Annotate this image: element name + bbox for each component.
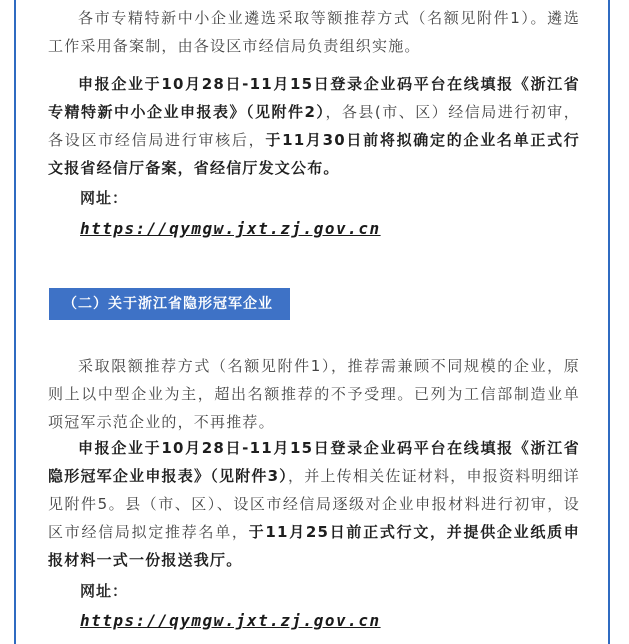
section1-website-link[interactable]: https://qymgw.jxt.zj.gov.cn (80, 219, 381, 238)
section2-heading-badge: （二）关于浙江省隐形冠军企业 (49, 288, 290, 320)
section2-website-label: 网址： (80, 582, 129, 600)
section2-deadline-bold-a: 申报企业于10月28日-11月15日登录企业码平台在线填报《浙江省隐形冠军企业申报表》（见附件3） (48, 439, 580, 485)
section1-deadline-bold-a: 申报企业于10月28日-11月15日登录企业码平台在线填报《浙江省专精特新中小企业申报表》（见附件2） (48, 75, 580, 121)
section1-paragraph-2-normal: ，各县(市、区）经信局进行初审，各设区市经信局进行审核后， (48, 103, 580, 149)
section1-website-label: 网址： (80, 189, 129, 207)
section2-deadline-bold-b: 于11月25日前正式行文，并提供企业纸质申报材料一式一份报送我厅。 (48, 523, 581, 569)
section2-paragraph-2 (48, 434, 580, 574)
section1-deadline-bold-b: 于11月30日前将拟确定的企业名单正式行文报省经信厅备案，省经信厅发文公布。 (48, 131, 581, 177)
section2-website-link[interactable]: https://qymgw.jxt.zj.gov.cn (80, 611, 381, 630)
section1-paragraph-2 (48, 70, 580, 182)
section2-paragraph-2-normal: ，并上传相关佐证材料，申报资料明细详见附件5。县（市、区）、设区市经信局逐级对企业申报材料进行初审，设区市经信局拟定推荐名单， (48, 467, 581, 541)
section2-paragraph-1: 采取限额推荐方式（名额见附件1），推荐需兼顾不同规模的企业，原则上以中型企业为主，超出名额推荐的不予受理。已列为工信部制造业单项冠军示范企业的，不再推荐。 (48, 357, 580, 431)
section1-paragraph-1: 各市专精特新中小企业遴选采取等额推荐方式（名额见附件1）。遴选工作采用备案制，由各设区市经信局负责组织实施。 (48, 9, 580, 55)
